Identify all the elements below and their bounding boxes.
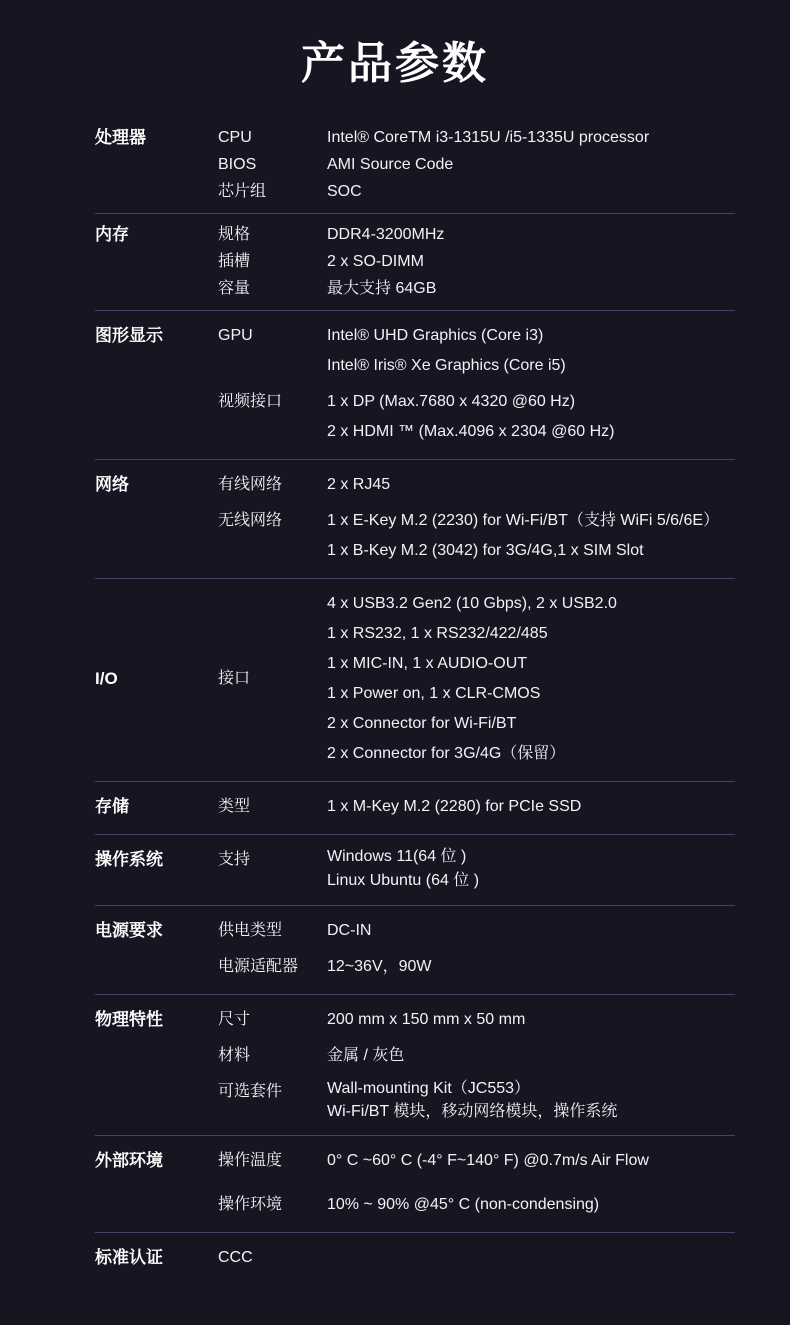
spec-items: [218, 470, 735, 566]
spec-values: [327, 589, 735, 769]
spec-label: 材料: [218, 1046, 251, 1064]
spec-label: 容量: [218, 279, 251, 297]
spec-label: 供电类型: [218, 921, 283, 939]
spec-items: [218, 916, 735, 982]
spec-item: [218, 845, 735, 893]
spec-section: [95, 214, 735, 311]
spec-category: I/O: [95, 668, 118, 688]
spec-item: [218, 1041, 735, 1071]
spec-value-line: 2 x RJ45: [327, 475, 391, 493]
spec-values: [327, 321, 735, 381]
spec-items: [218, 589, 735, 769]
spec-value-line: 1 x DP (Max.7680 x 4320 @60 Hz): [327, 392, 576, 410]
spec-value-line: AMI Source Code: [327, 155, 454, 173]
spec-item: [218, 1190, 735, 1220]
spec-label: 无线网络: [218, 511, 283, 529]
spec-value-line: Wi-Fi/BT 模块，移动网络模块，操作系统: [327, 1102, 618, 1120]
spec-value-line: Wall-mounting Kit（JC553）: [327, 1079, 531, 1097]
spec-category: 图形显示: [95, 325, 163, 345]
spec-label: 类型: [218, 797, 251, 815]
spec-section: [95, 835, 735, 906]
spec-label: 电源适配器: [218, 957, 299, 975]
spec-values: [327, 470, 735, 500]
spec-label: 有线网络: [218, 475, 283, 493]
spec-category: 标准认证: [95, 1247, 163, 1267]
spec-value-line: 金属 / 灰色: [327, 1046, 405, 1064]
spec-values: [327, 387, 735, 447]
spec-item: [218, 506, 735, 566]
spec-label: 插槽: [218, 252, 251, 270]
spec-value-line: 2 x HDMI ™ (Max.4096 x 2304 @60 Hz): [327, 422, 615, 440]
spec-item: [218, 151, 735, 178]
spec-value-line: Windows 11(64 位 ): [327, 847, 467, 865]
spec-values: [327, 248, 735, 275]
spec-value-line: 2 x SO-DIMM: [327, 252, 424, 270]
spec-section: [95, 1136, 735, 1233]
spec-items: [218, 221, 735, 302]
spec-table: [0, 117, 790, 1325]
spec-items: [218, 321, 735, 447]
spec-label: BIOS: [218, 155, 257, 173]
spec-item: [218, 1146, 735, 1176]
spec-items: [218, 792, 735, 822]
spec-label: GPU: [218, 326, 253, 344]
spec-values: [327, 275, 735, 302]
spec-items: [218, 124, 735, 205]
spec-label: 视频接口: [218, 392, 283, 410]
spec-item: [218, 792, 735, 822]
spec-label: 操作环境: [218, 1195, 283, 1213]
spec-values: [327, 1243, 735, 1273]
spec-label: 操作温度: [218, 1151, 283, 1169]
spec-values: [327, 1041, 735, 1071]
spec-item: [218, 952, 735, 982]
spec-value-line: 1 x E-Key M.2 (2230) for Wi-Fi/BT（支持 WiFi 5/6/6E）: [327, 511, 720, 529]
spec-item: [218, 916, 735, 946]
spec-item: [218, 321, 735, 381]
spec-value-line: 1 x B-Key M.2 (3042) for 3G/4G,1 x SIM Slot: [327, 541, 644, 559]
spec-label: 支持: [218, 850, 251, 868]
spec-item: [218, 470, 735, 500]
spec-values: [327, 151, 735, 178]
spec-value-line: 0° C ~60° C (-4° F~140° F) @0.7m/s Air Flow: [327, 1151, 649, 1169]
spec-value-line: 10% ~ 90% @45° C (non-condensing): [327, 1195, 600, 1213]
spec-value-line: Linux Ubuntu (64 位 ): [327, 871, 480, 889]
spec-values: [327, 178, 735, 205]
spec-item: [218, 1243, 735, 1273]
spec-item: [218, 124, 735, 151]
spec-value-line: 4 x USB3.2 Gen2 (10 Gbps), 2 x USB2.0: [327, 594, 617, 612]
spec-value-line: 1 x M-Key M.2 (2280) for PCIe SSD: [327, 797, 582, 815]
spec-value-line: SOC: [327, 182, 362, 200]
spec-item: [218, 1077, 735, 1123]
spec-section: [95, 460, 735, 579]
spec-value-line: 1 x MIC-IN, 1 x AUDIO-OUT: [327, 654, 528, 672]
page-title: 产品参数: [301, 39, 489, 88]
spec-category: 内存: [95, 224, 129, 244]
spec-values: [327, 1077, 735, 1123]
spec-value-line: Intel® Iris® Xe Graphics (Core i5): [327, 356, 566, 374]
spec-item: [218, 178, 735, 205]
spec-values: [327, 221, 735, 248]
spec-value-line: Intel® UHD Graphics (Core i3): [327, 326, 544, 344]
spec-value-line: DC-IN: [327, 921, 372, 939]
spec-item: [218, 275, 735, 302]
spec-items: [218, 1005, 735, 1123]
spec-item: [218, 248, 735, 275]
spec-section: [95, 1233, 735, 1285]
spec-category: 电源要求: [95, 920, 163, 940]
spec-item: [218, 1005, 735, 1035]
spec-value-line: Intel® CoreTM i3-1315U /i5-1335U processor: [327, 128, 650, 146]
spec-value-line: 1 x Power on, 1 x CLR-CMOS: [327, 684, 541, 702]
spec-category: 网络: [95, 474, 129, 494]
spec-section: [95, 311, 735, 460]
spec-item: [218, 589, 735, 769]
spec-category: 外部环境: [95, 1150, 163, 1170]
spec-values: [327, 1146, 735, 1176]
spec-section: [95, 117, 735, 214]
spec-category: 物理特性: [95, 1009, 163, 1029]
spec-section: [95, 782, 735, 835]
spec-label: 芯片组: [218, 182, 267, 200]
spec-values: [327, 1005, 735, 1035]
spec-values: [327, 1190, 735, 1220]
spec-item: [218, 221, 735, 248]
spec-value-line: 12~36V，90W: [327, 957, 432, 975]
spec-label: 尺寸: [218, 1010, 251, 1028]
spec-item: [218, 387, 735, 447]
spec-label: 规格: [218, 225, 251, 243]
spec-values: [327, 916, 735, 946]
spec-section: [95, 579, 735, 782]
spec-values: [327, 792, 735, 822]
spec-values: [327, 845, 735, 893]
spec-values: [327, 124, 735, 151]
spec-value-line: DDR4-3200MHz: [327, 225, 445, 243]
spec-label: CPU: [218, 128, 252, 146]
spec-value-line: 200 mm x 150 mm x 50 mm: [327, 1010, 526, 1028]
spec-category: 处理器: [95, 127, 146, 147]
spec-category: 存储: [95, 796, 129, 816]
spec-value-line: 1 x RS232, 1 x RS232/422/485: [327, 624, 548, 642]
spec-label: 可选套件: [218, 1082, 283, 1100]
spec-section: [95, 906, 735, 995]
spec-values: [327, 506, 735, 566]
spec-value-line: 最大支持 64GB: [327, 279, 437, 297]
spec-label: CCC: [218, 1248, 253, 1266]
spec-section: [95, 995, 735, 1136]
spec-values: [327, 952, 735, 982]
spec-items: [218, 845, 735, 893]
spec-value-line: 2 x Connector for Wi-Fi/BT: [327, 714, 517, 732]
spec-items: [218, 1243, 735, 1273]
spec-value-line: 2 x Connector for 3G/4G（保留）: [327, 744, 566, 762]
spec-label: 接口: [218, 669, 251, 687]
spec-items: [218, 1146, 735, 1220]
spec-category: 操作系统: [95, 849, 163, 869]
